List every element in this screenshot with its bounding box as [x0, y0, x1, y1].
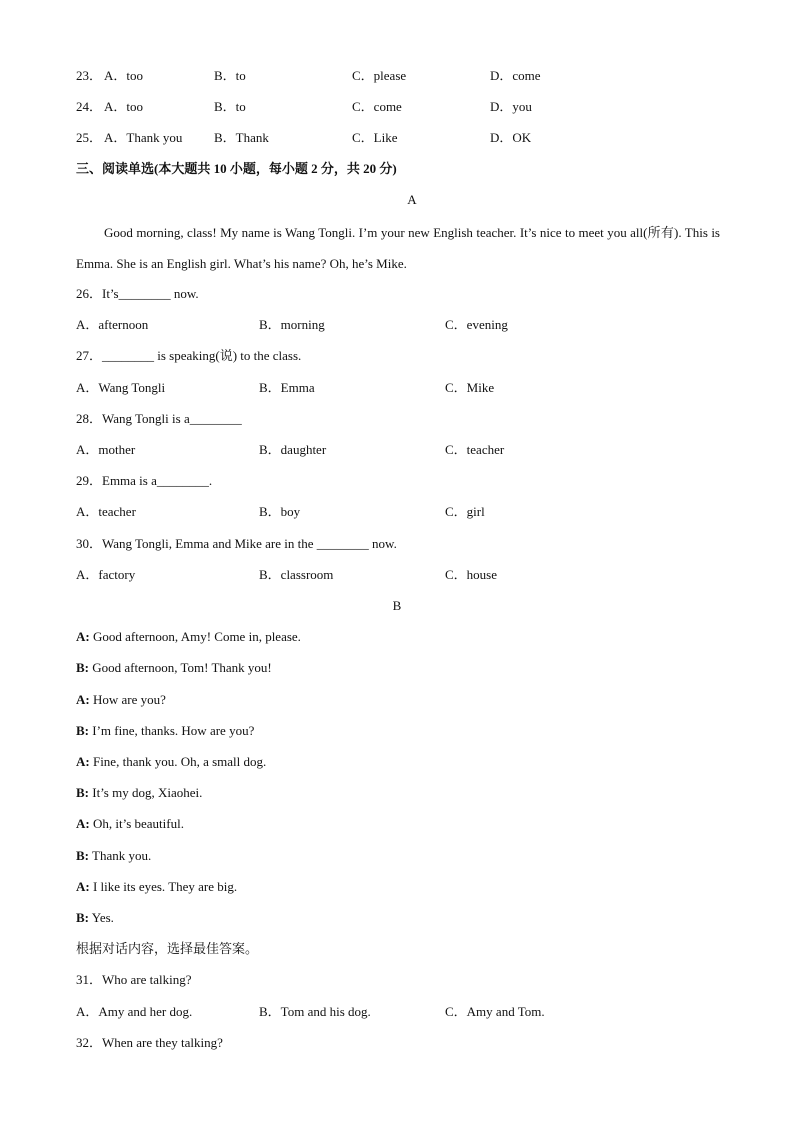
- speaker-label: A:: [76, 629, 90, 644]
- option-c: C．teacher: [445, 442, 505, 457]
- option-b: B．Emma: [259, 380, 315, 395]
- question-28-stem: 28．Wang Tongli is a________: [76, 411, 242, 426]
- question-26-stem: 26．It’s________ now.: [76, 286, 199, 301]
- dialogue-line: [76, 754, 266, 770]
- question-27-stem: 27．________ is speaking(说) to the class.: [76, 348, 302, 363]
- speaker-label: B:: [76, 848, 89, 863]
- option-c: C．come: [352, 99, 402, 114]
- option-d: D．you: [490, 99, 532, 114]
- option-a: A．teacher: [76, 504, 136, 519]
- option-b: B．to: [214, 99, 246, 114]
- passage-a-text: Good morning, class! My name is Wang Tongli. I’m your new English teacher. It’s nice to meet you all(所有). This is Emma. She is an English girl. What’s his name? Oh, he’s Mike.: [76, 225, 720, 271]
- dialogue-line: [76, 660, 272, 676]
- dialogue-line: [76, 785, 202, 801]
- speaker-label: A:: [76, 692, 90, 707]
- speaker-label: B:: [76, 785, 89, 800]
- dialogue-line: [76, 848, 151, 864]
- dialogue-text: Good afternoon, Amy! Come in, please.: [89, 629, 301, 644]
- option-b: B．daughter: [259, 442, 327, 457]
- dialogue-text: I like its eyes. They are big.: [89, 879, 238, 894]
- instruction: 根据对话内容，选择最佳答案。: [76, 941, 259, 956]
- dialogue-line: [76, 629, 301, 645]
- option-d: D．come: [490, 68, 541, 83]
- question-number: 23．: [76, 68, 103, 83]
- question-number: 25．: [76, 130, 103, 145]
- question-32-stem: 32．When are they talking?: [76, 1035, 223, 1050]
- dialogue-text: It’s my dog, Xiaohei.: [89, 785, 203, 800]
- dialogue-text: How are you?: [89, 692, 166, 707]
- speaker-label: B:: [76, 660, 89, 675]
- speaker-label: A:: [76, 879, 90, 894]
- question-30-stem: 30．Wang Tongli, Emma and Mike are in the ________ now.: [76, 536, 397, 551]
- dialogue-text: Fine, thank you. Oh, a small dog.: [89, 754, 267, 769]
- question-31-stem: 31．Who are talking?: [76, 972, 192, 987]
- dialogue-text: I’m fine, thanks. How are you?: [89, 723, 255, 738]
- dialogue-line: [76, 816, 184, 832]
- speaker-label: A:: [76, 754, 90, 769]
- option-a: A．Wang Tongli: [76, 380, 166, 395]
- option-c: C．Like: [352, 130, 398, 145]
- dialogue-line: [76, 910, 114, 926]
- option-a: A．mother: [76, 442, 136, 457]
- option-d: D．OK: [490, 130, 532, 145]
- option-a: A．factory: [76, 567, 136, 582]
- option-c: C．evening: [445, 317, 508, 332]
- option-b: B．classroom: [259, 567, 334, 582]
- section-heading: 三、阅读单选(本大题共 10 小题，每小题 2 分，共 20 分): [76, 161, 397, 176]
- option-a: A．Thank you: [104, 130, 183, 145]
- dialogue-text: Oh, it’s beautiful.: [89, 816, 184, 831]
- option-a: A．too: [104, 68, 144, 83]
- dialogue-line: [76, 879, 237, 895]
- option-a: A．Amy and her dog.: [76, 1004, 193, 1019]
- option-b: B．boy: [259, 504, 301, 519]
- option-b: B．Thank: [214, 130, 269, 145]
- option-c: C．girl: [445, 504, 485, 519]
- option-c: C．Amy and Tom.: [445, 1004, 545, 1019]
- dialogue-line: [76, 692, 166, 708]
- dialogue-text: Thank you.: [89, 848, 152, 863]
- option-c: C．please: [352, 68, 407, 83]
- speaker-label: A:: [76, 816, 90, 831]
- option-c: C．Mike: [445, 380, 495, 395]
- passage-b-letter: B: [392, 598, 402, 613]
- option-b: B．to: [214, 68, 246, 83]
- question-number: 24．: [76, 99, 103, 114]
- option-a: A．too: [104, 99, 144, 114]
- speaker-label: B:: [76, 910, 89, 925]
- option-a: A．afternoon: [76, 317, 149, 332]
- dialogue-text: Good afternoon, Tom! Thank you!: [89, 660, 272, 675]
- dialogue-text: Yes.: [89, 910, 114, 925]
- question-29-stem: 29．Emma is a________.: [76, 473, 213, 488]
- dialogue-line: [76, 723, 254, 739]
- option-b: B．Tom and his dog.: [259, 1004, 371, 1019]
- speaker-label: B:: [76, 723, 89, 738]
- passage-a-letter: A: [407, 192, 417, 207]
- option-c: C．house: [445, 567, 498, 582]
- option-b: B．morning: [259, 317, 325, 332]
